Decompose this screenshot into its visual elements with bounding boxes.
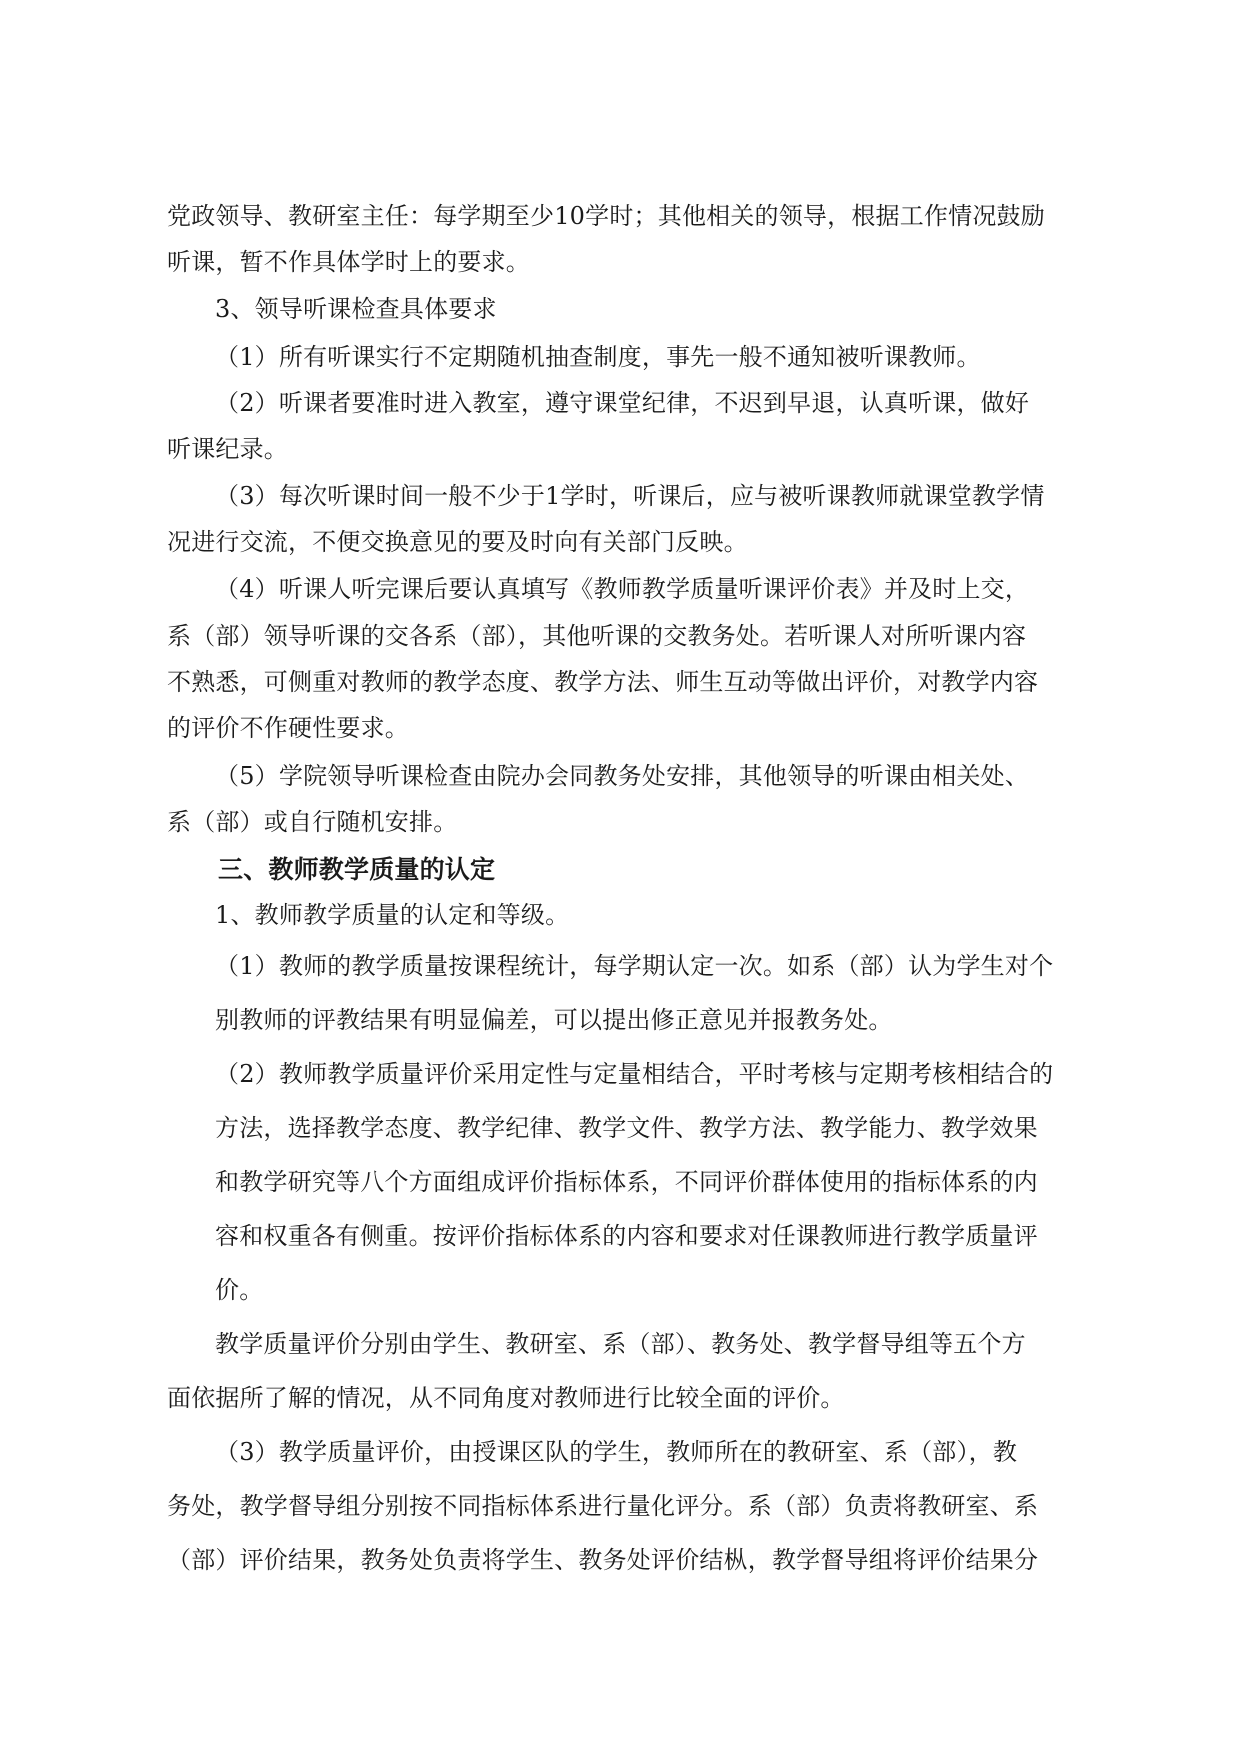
paragraph-line: 教学质量评价分别由学生、教研室、系（部）、教务处、教学督导组等五个方: [215, 1330, 1026, 1358]
paragraph-line: 面依据所了解的情况，从不同角度对教师进行比较全面的评价。: [167, 1384, 845, 1412]
paragraph-line: 系（部）领导听课的交各系（部），其他听课的交教务处。若听课人对所听课内容: [167, 622, 1027, 650]
paragraph-line: 别教师的评教结果有明显偏差，可以提出修正意见并报教务处。: [215, 1006, 893, 1034]
paragraph-line: （2）听课者要准时进入教室，遵守课堂纪律，不迟到早退，认真听课，做好: [215, 389, 1030, 417]
paragraph-line: （1）教师的教学质量按课程统计，每学期认定一次。如系（部）认为学生对个: [215, 952, 1054, 980]
paragraph-line: 不熟悉，可侧重对教师的教学态度、教学方法、师生互动等做出评价，对教学内容: [167, 668, 1039, 696]
paragraph-line: （4）听课人听完课后要认真填写《教师教学质量听课评价表》并及时上交，: [215, 575, 1030, 603]
section-heading: 三、教师教学质量的认定: [218, 855, 496, 884]
paragraph-line: （3）教学质量评价，由授课区队的学生，教师所在的教研室、系（部），教: [215, 1438, 1018, 1466]
paragraph-line: （3）每次听课时间一般不少于1学时，听课后，应与被听课教师就课堂教学情: [215, 482, 1045, 510]
paragraph-line: 和教学研究等八个方面组成评价指标体系，不同评价群体使用的指标体系的内: [215, 1168, 1038, 1196]
paragraph-line: 价。: [215, 1276, 264, 1304]
paragraph-line: 系（部）或自行随机安排。: [167, 808, 458, 836]
paragraph-line: 的评价不作硬性要求。: [167, 714, 409, 742]
paragraph-line: 况进行交流，不便交换意见的要及时向有关部门反映。: [167, 528, 748, 556]
paragraph-line: 方法，选择教学态度、教学纪律、教学文件、教学方法、教学能力、教学效果: [215, 1114, 1038, 1142]
paragraph-line: （部）评价结果，教务处负责将学生、教务处评价结枞，教学督导组将评价结果分: [167, 1546, 1039, 1574]
paragraph-line: 务处，教学督导组分别按不同指标体系进行量化评分。系（部）负责将教研室、系: [167, 1492, 1039, 1520]
paragraph-line: 党政领导、教研室主任：每学期至少10学时；其他相关的领导，根据工作情况鼓励: [167, 202, 1045, 230]
paragraph-line: （2）教师教学质量评价采用定性与定量相结合，平时考核与定期考核相结合的: [215, 1060, 1054, 1088]
paragraph-line: （5）学院领导听课检查由院办会同教务处安排，其他领导的听课由相关处、: [215, 762, 1030, 790]
paragraph-line: 听课，暂不作具体学时上的要求。: [167, 248, 530, 276]
section-subheading: 1、教师教学质量的认定和等级。: [215, 901, 570, 929]
paragraph-line: （1）所有听课实行不定期随机抽查制度，事先一般不通知被听课教师。: [215, 343, 981, 371]
section-subheading: 3、领导听课检查具体要求: [215, 295, 497, 323]
paragraph-line: 听课纪录。: [167, 435, 288, 463]
paragraph-line: 容和权重各有侧重。按评价指标体系的内容和要求对任课教师进行教学质量评: [215, 1222, 1038, 1250]
